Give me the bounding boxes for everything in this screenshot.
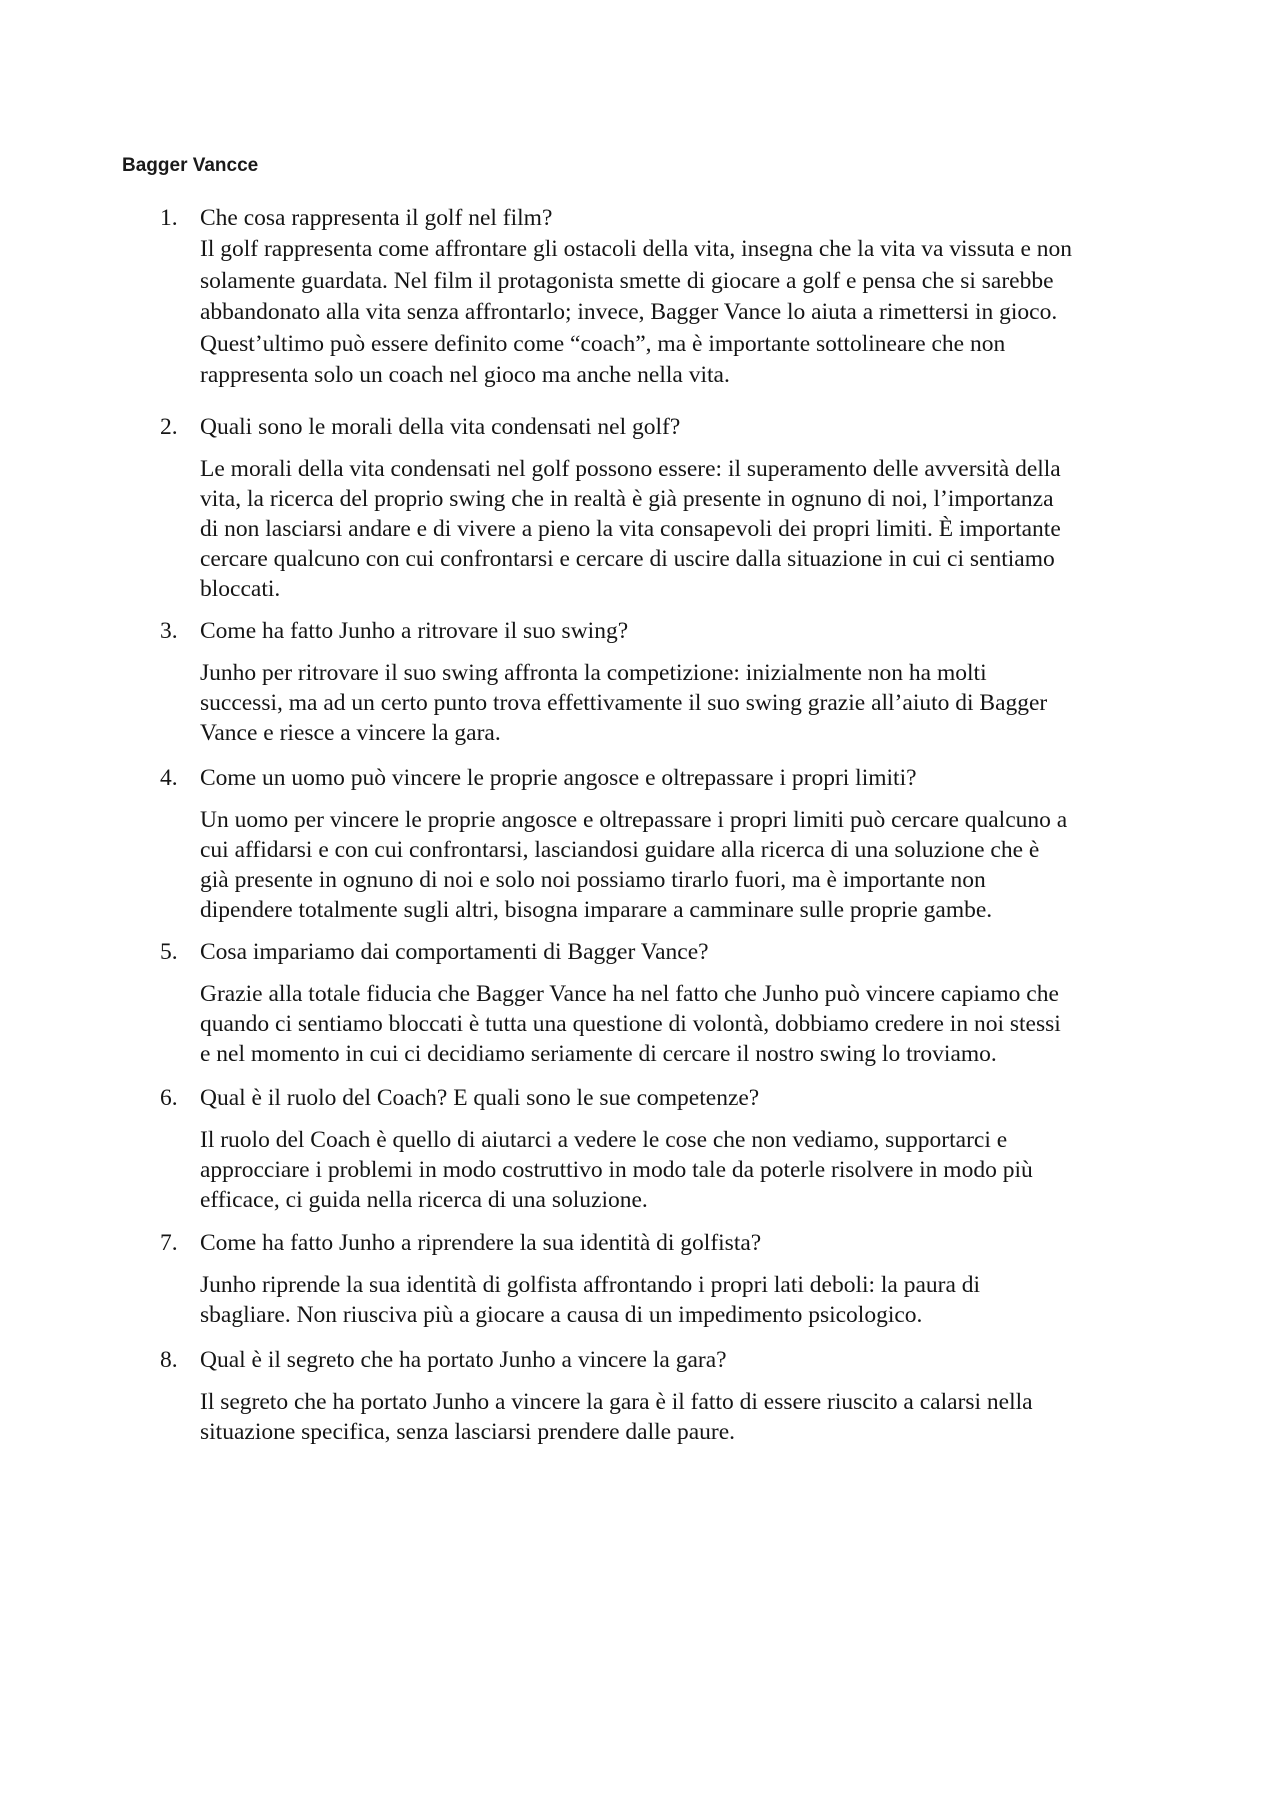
answer-line: Junho riprende la sua identità di golfista affrontando i propri lati deboli: la paura di	[200, 1272, 981, 1298]
answer-line: quando ci sentiamo bloccati è tutta una questione di volontà, dobbiamo credere in noi stessi	[200, 1011, 1061, 1037]
answer-line: Le morali della vita condensati nel golf possono essere: il superamento delle avversità della	[200, 456, 1061, 482]
answer-line: Junho per ritrovare il suo swing affronta la competizione: inizialmente non ha molti	[200, 660, 987, 686]
question-number: 4.	[160, 765, 178, 791]
document-title: Bagger Vancce	[122, 155, 259, 176]
question-text: Quali sono le morali della vita condensati nel golf?	[200, 414, 681, 440]
answer-line: vita, la ricerca del proprio swing che in realtà è già presente in ognuno di noi, l’importanza	[200, 486, 1054, 512]
question-text: Come ha fatto Junho a ritrovare il suo swing?	[200, 618, 629, 644]
answer-text	[200, 1125, 1170, 1215]
answer-line: situazione specifica, senza lasciarsi prendere dalle paure.	[200, 1419, 736, 1445]
answer-line: successi, ma ad un certo punto trova effettivamente il suo swing grazie all’aiuto di Bagger	[200, 690, 1048, 716]
question-text: Che cosa rappresenta il golf nel film?	[200, 205, 553, 231]
answer-line: Il ruolo del Coach è quello di aiutarci a vedere le cose che non vediamo, supportarci e	[200, 1127, 1008, 1153]
answer-line: Un uomo per vincere le proprie angosce e oltrepassare i propri limiti può cercare qualcuno a	[200, 807, 1068, 833]
question-number: 7.	[160, 1230, 178, 1256]
answer-line: Il golf rappresenta come affrontare gli ostacoli della vita, insegna che la vita va vissuta e non	[200, 236, 1073, 262]
answer-line: cui affidarsi e con cui confrontarsi, lasciandosi guidare alla ricerca di una soluzione che è	[200, 837, 1040, 863]
answer-line: efficace, ci guida nella ricerca di una soluzione.	[200, 1187, 648, 1213]
answer-text	[200, 454, 1170, 604]
question-text: Qual è il segreto che ha portato Junho a vincere la gara?	[200, 1347, 727, 1373]
question-number: 6.	[160, 1085, 178, 1111]
answer-line: Vance e riesce a vincere la gara.	[200, 720, 501, 746]
answer-line: sbagliare. Non riusciva più a giocare a causa di un impedimento psicologico.	[200, 1302, 923, 1328]
answer-line: Quest’ultimo può essere definito come “coach”, ma è importante sottolineare che non	[200, 330, 1006, 357]
answer-text	[200, 1387, 1170, 1447]
question-number: 3.	[160, 618, 178, 644]
question-text: Come ha fatto Junho a riprendere la sua identità di golfista?	[200, 1230, 762, 1256]
answer-line: Grazie alla totale fiducia che Bagger Vance ha nel fatto che Junho può vincere capiamo che	[200, 981, 1059, 1007]
answer-line: cercare qualcuno con cui confrontarsi e cercare di uscire dalla situazione in cui ci sentiamo	[200, 546, 1055, 572]
answer-text	[200, 658, 1170, 748]
answer-text	[200, 1270, 1170, 1330]
question-text: Qual è il ruolo del Coach? E quali sono le sue competenze?	[200, 1085, 760, 1111]
answer-line: già presente in ognuno di noi e solo noi possiamo tirarlo fuori, ma è importante non	[200, 867, 986, 893]
question-text: Come un uomo può vincere le proprie angosce e oltrepassare i propri limiti?	[200, 765, 917, 791]
answer-line: rappresenta solo un coach nel gioco ma anche nella vita.	[200, 362, 730, 388]
answer-line: bloccati.	[200, 576, 281, 602]
answer-text	[200, 234, 1170, 392]
answer-text	[200, 979, 1170, 1069]
answer-line: dipendere totalmente sugli altri, bisogna imparare a camminare sulle proprie gambe.	[200, 897, 993, 923]
question-number: 2.	[160, 414, 178, 440]
question-number: 8.	[160, 1347, 178, 1373]
question-number: 1.	[160, 205, 178, 231]
answer-line: Il segreto che ha portato Junho a vincere la gara è il fatto di essere riuscito a calarsi nella	[200, 1389, 1033, 1415]
answer-line: e nel momento in cui ci decidiamo seriamente di cercare il nostro swing lo troviamo.	[200, 1041, 997, 1067]
answer-text	[200, 805, 1170, 925]
answer-line: di non lasciarsi andare e di vivere a pieno la vita consapevoli dei propri limiti. È importante	[200, 516, 1061, 542]
question-text: Cosa impariamo dai comportamenti di Bagger Vance?	[200, 939, 709, 965]
answer-line: abbandonato alla vita senza affrontarlo; invece, Bagger Vance lo aiuta a rimettersi in gioco.	[200, 299, 1058, 325]
question-number: 5.	[160, 939, 178, 965]
answer-line: solamente guardata. Nel film il protagonista smette di giocare a golf e pensa che si sarebbe	[200, 267, 1054, 294]
answer-line: approcciare i problemi in modo costruttivo in modo tale da poterle risolvere in modo più	[200, 1157, 1033, 1183]
